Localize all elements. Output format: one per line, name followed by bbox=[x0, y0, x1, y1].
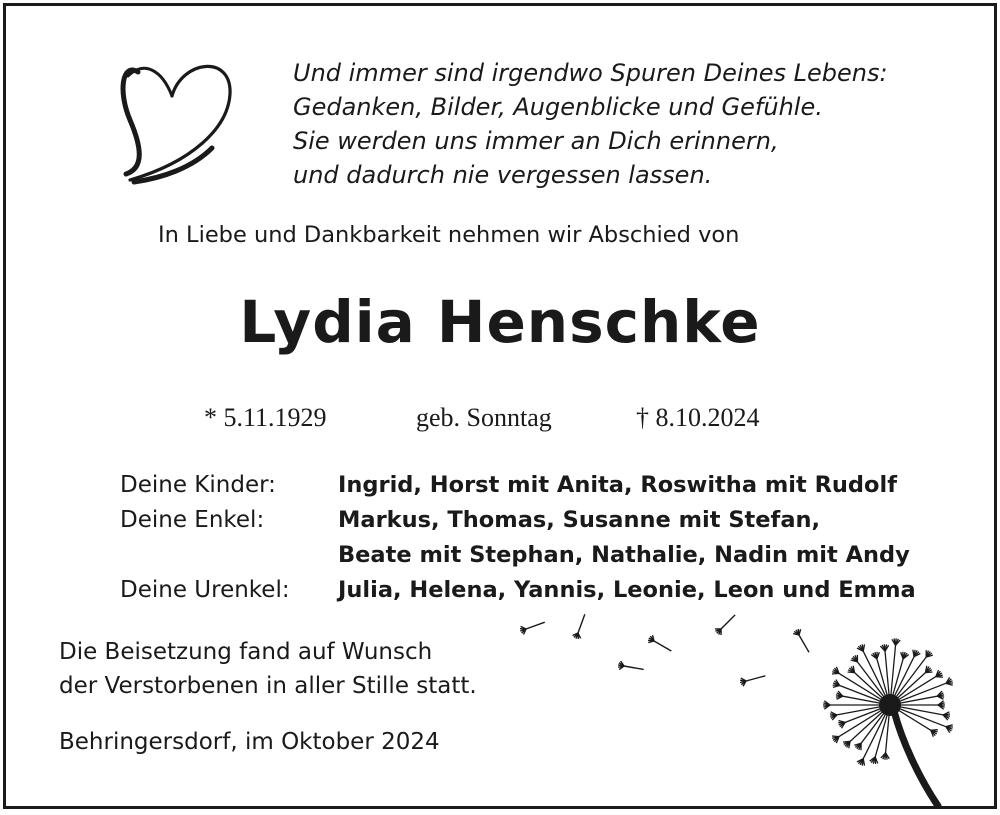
grandchildren-names-line-2: Beate mit Stephan, Nathalie, Nadin mit Andy bbox=[338, 542, 910, 568]
birth-date: * 5.11.1929 bbox=[204, 403, 327, 432]
greatgrandchildren-label: Deine Urenkel: bbox=[120, 577, 290, 603]
maiden-name: geb. Sonntag bbox=[416, 403, 552, 432]
greatgrandchildren-names: Julia, Helena, Yannis, Leonie, Leon und Emma bbox=[338, 577, 916, 603]
grandchildren-names-line-1: Markus, Thomas, Susanne mit Stefan, bbox=[338, 507, 821, 533]
children-label: Deine Kinder: bbox=[120, 472, 276, 498]
poem-line-3: Sie werden uns immer an Dich erinnern, bbox=[293, 127, 779, 155]
place-and-date: Behringersdorf, im Oktober 2024 bbox=[59, 729, 440, 755]
funeral-note-line-2: der Verstorbenen in aller Stille statt. bbox=[59, 673, 477, 699]
grandchildren-label: Deine Enkel: bbox=[120, 507, 265, 533]
intro-text: In Liebe und Dankbarkeit nehmen wir Abschied von bbox=[158, 222, 740, 248]
poem-line-1: Und immer sind irgendwo Spuren Deines Lebens: bbox=[293, 59, 888, 87]
poem-line-4: und dadurch nie vergessen lassen. bbox=[293, 161, 713, 189]
children-names: Ingrid, Horst mit Anita, Roswitha mit Rudolf bbox=[338, 472, 897, 498]
funeral-note-line-1: Die Beisetzung fand auf Wunsch bbox=[59, 639, 433, 665]
poem bbox=[293, 56, 888, 192]
heart-icon bbox=[112, 50, 240, 190]
dandelion-icon bbox=[506, 611, 994, 806]
poem-line-2: Gedanken, Bilder, Augenblicke und Gefühle. bbox=[293, 93, 823, 121]
deceased-name: Lydia Henschke bbox=[239, 288, 761, 356]
death-date: † 8.10.2024 bbox=[636, 403, 760, 432]
obituary-notice bbox=[3, 3, 997, 809]
